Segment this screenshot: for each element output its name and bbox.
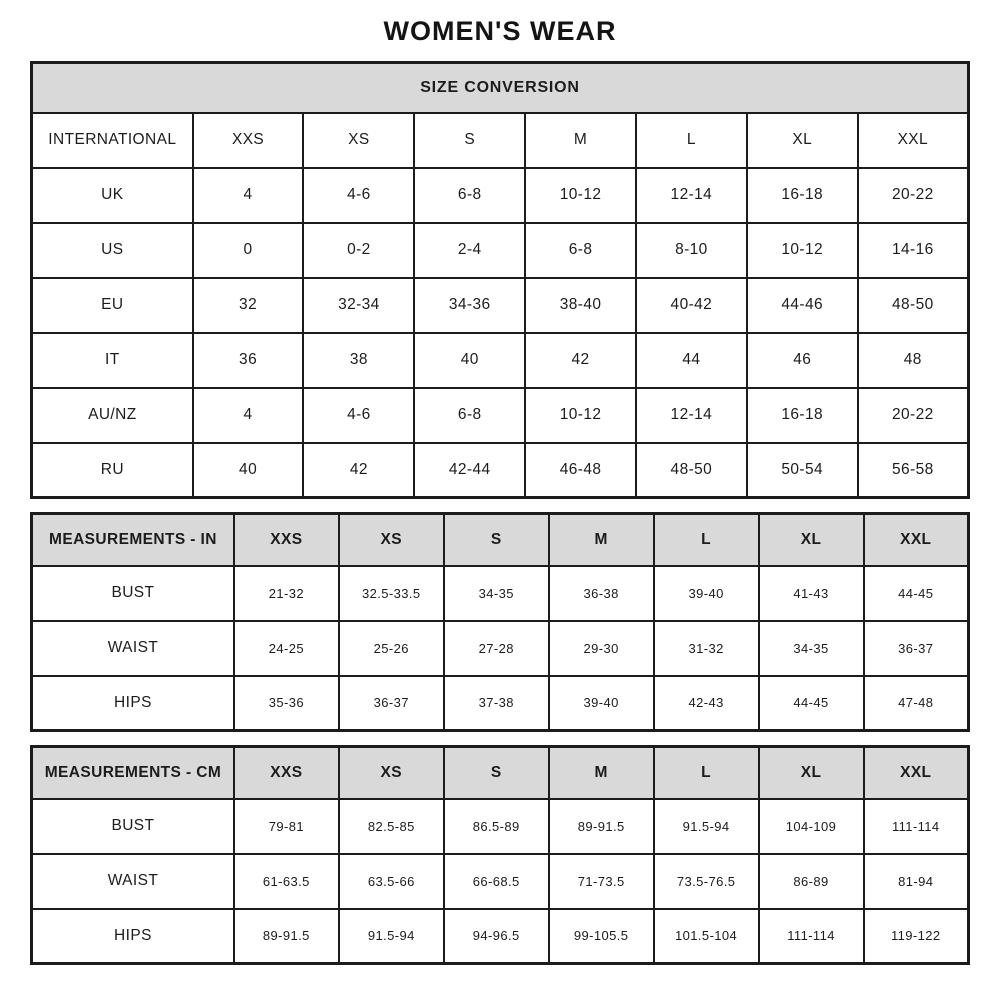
value-cell: 35-36 (234, 676, 339, 731)
value-cell: 61-63.5 (234, 854, 339, 909)
value-cell: 86.5-89 (444, 799, 549, 854)
value-cell: 20-22 (858, 388, 969, 443)
value-cell: 21-32 (234, 566, 339, 621)
size-header-cell: XS (303, 113, 414, 168)
table-row (32, 854, 969, 909)
value-cell: 111-114 (759, 909, 864, 964)
value-cell: 10-12 (747, 223, 858, 278)
value-cell: 29-30 (549, 621, 654, 676)
size-header-cell: S (444, 514, 549, 566)
value-cell: 4-6 (303, 388, 414, 443)
value-cell: 6-8 (525, 223, 636, 278)
value-cell: 81-94 (864, 854, 969, 909)
value-cell: 24-25 (234, 621, 339, 676)
value-cell: 41-43 (759, 566, 864, 621)
row-label: BUST (32, 799, 234, 854)
value-cell: 91.5-94 (339, 909, 444, 964)
value-cell: 31-32 (654, 621, 759, 676)
value-cell: 47-48 (864, 676, 969, 731)
row-label: BUST (32, 566, 234, 621)
value-cell: 42-43 (654, 676, 759, 731)
row-label: EU (32, 278, 193, 333)
value-cell: 56-58 (858, 443, 969, 498)
value-cell: 4 (193, 168, 304, 223)
size-header-cell: M (525, 113, 636, 168)
measurements-in-header-row (32, 514, 969, 566)
row-label: AU/NZ (32, 388, 193, 443)
table-row (32, 909, 969, 964)
value-cell: 14-16 (858, 223, 969, 278)
value-cell: 48-50 (858, 278, 969, 333)
value-cell: 44-45 (759, 676, 864, 731)
size-conversion-banner-row (32, 63, 969, 113)
value-cell: 73.5-76.5 (654, 854, 759, 909)
table-row (32, 676, 969, 731)
value-cell: 40 (414, 333, 525, 388)
value-cell: 48 (858, 333, 969, 388)
size-header-cell: XXL (864, 747, 969, 799)
value-cell: 34-36 (414, 278, 525, 333)
row-label: IT (32, 333, 193, 388)
value-cell: 6-8 (414, 168, 525, 223)
row-label: WAIST (32, 621, 234, 676)
table-row (32, 223, 969, 278)
value-cell: 2-4 (414, 223, 525, 278)
value-cell: 44 (636, 333, 747, 388)
value-cell: 38-40 (525, 278, 636, 333)
value-cell: 40 (193, 443, 304, 498)
value-cell: 34-35 (444, 566, 549, 621)
value-cell: 63.5-66 (339, 854, 444, 909)
row-label: RU (32, 443, 193, 498)
size-header-cell: XL (747, 113, 858, 168)
value-cell: 99-105.5 (549, 909, 654, 964)
value-cell: 46-48 (525, 443, 636, 498)
size-header-cell: XS (339, 514, 444, 566)
size-conversion-table (30, 61, 970, 499)
value-cell: 10-12 (525, 168, 636, 223)
value-cell: 32 (193, 278, 304, 333)
value-cell: 119-122 (864, 909, 969, 964)
value-cell: 36-37 (864, 621, 969, 676)
value-cell: 66-68.5 (444, 854, 549, 909)
table-row (32, 443, 969, 498)
size-header-cell: XXS (234, 514, 339, 566)
table-row (32, 388, 969, 443)
value-cell: 36 (193, 333, 304, 388)
value-cell: 42-44 (414, 443, 525, 498)
value-cell: 4 (193, 388, 304, 443)
size-header-cell: XL (759, 747, 864, 799)
value-cell: 79-81 (234, 799, 339, 854)
size-header-cell: L (636, 113, 747, 168)
value-cell: 12-14 (636, 168, 747, 223)
value-cell: 25-26 (339, 621, 444, 676)
size-header-cell: S (444, 747, 549, 799)
value-cell: 27-28 (444, 621, 549, 676)
value-cell: 46 (747, 333, 858, 388)
size-header-cell: XL (759, 514, 864, 566)
value-cell: 86-89 (759, 854, 864, 909)
size-header-cell: XXS (193, 113, 304, 168)
row-label: HIPS (32, 676, 234, 731)
table-row (32, 799, 969, 854)
table-row (32, 278, 969, 333)
measurements-cm-header-row (32, 747, 969, 799)
size-conversion-title: SIZE CONVERSION (32, 63, 969, 113)
value-cell: 38 (303, 333, 414, 388)
row-label: HIPS (32, 909, 234, 964)
table-row (32, 168, 969, 223)
measurements-cm-title: MEASUREMENTS - CM (32, 747, 234, 799)
value-cell: 0-2 (303, 223, 414, 278)
size-header-cell: L (654, 514, 759, 566)
measurements-cm-table (30, 745, 970, 965)
value-cell: 8-10 (636, 223, 747, 278)
value-cell: 89-91.5 (549, 799, 654, 854)
value-cell: 20-22 (858, 168, 969, 223)
value-cell: 44-46 (747, 278, 858, 333)
value-cell: 44-45 (864, 566, 969, 621)
value-cell: 32.5-33.5 (339, 566, 444, 621)
measurements-in-table (30, 512, 970, 732)
value-cell: 42 (525, 333, 636, 388)
value-cell: 40-42 (636, 278, 747, 333)
size-header-cell: XXL (858, 113, 969, 168)
value-cell: 104-109 (759, 799, 864, 854)
value-cell: 12-14 (636, 388, 747, 443)
row-label: WAIST (32, 854, 234, 909)
table-row (32, 333, 969, 388)
value-cell: 4-6 (303, 168, 414, 223)
value-cell: 50-54 (747, 443, 858, 498)
international-header-label: INTERNATIONAL (32, 113, 193, 168)
value-cell: 111-114 (864, 799, 969, 854)
value-cell: 0 (193, 223, 304, 278)
value-cell: 42 (303, 443, 414, 498)
size-header-cell: S (414, 113, 525, 168)
row-label: UK (32, 168, 193, 223)
size-header-cell: XXL (864, 514, 969, 566)
value-cell: 91.5-94 (654, 799, 759, 854)
table-row (32, 566, 969, 621)
size-header-cell: XS (339, 747, 444, 799)
value-cell: 37-38 (444, 676, 549, 731)
size-header-cell: XXS (234, 747, 339, 799)
size-conversion-header-row (32, 113, 969, 168)
value-cell: 16-18 (747, 168, 858, 223)
value-cell: 39-40 (549, 676, 654, 731)
value-cell: 36-38 (549, 566, 654, 621)
value-cell: 94-96.5 (444, 909, 549, 964)
value-cell: 71-73.5 (549, 854, 654, 909)
value-cell: 101.5-104 (654, 909, 759, 964)
size-header-cell: L (654, 747, 759, 799)
value-cell: 36-37 (339, 676, 444, 731)
value-cell: 48-50 (636, 443, 747, 498)
table-row (32, 621, 969, 676)
value-cell: 10-12 (525, 388, 636, 443)
measurements-in-title: MEASUREMENTS - IN (32, 514, 234, 566)
value-cell: 6-8 (414, 388, 525, 443)
value-cell: 16-18 (747, 388, 858, 443)
row-label: US (32, 223, 193, 278)
value-cell: 34-35 (759, 621, 864, 676)
value-cell: 89-91.5 (234, 909, 339, 964)
size-header-cell: M (549, 747, 654, 799)
value-cell: 82.5-85 (339, 799, 444, 854)
size-header-cell: M (549, 514, 654, 566)
value-cell: 32-34 (303, 278, 414, 333)
value-cell: 39-40 (654, 566, 759, 621)
page-title: WOMEN'S WEAR (383, 16, 617, 46)
